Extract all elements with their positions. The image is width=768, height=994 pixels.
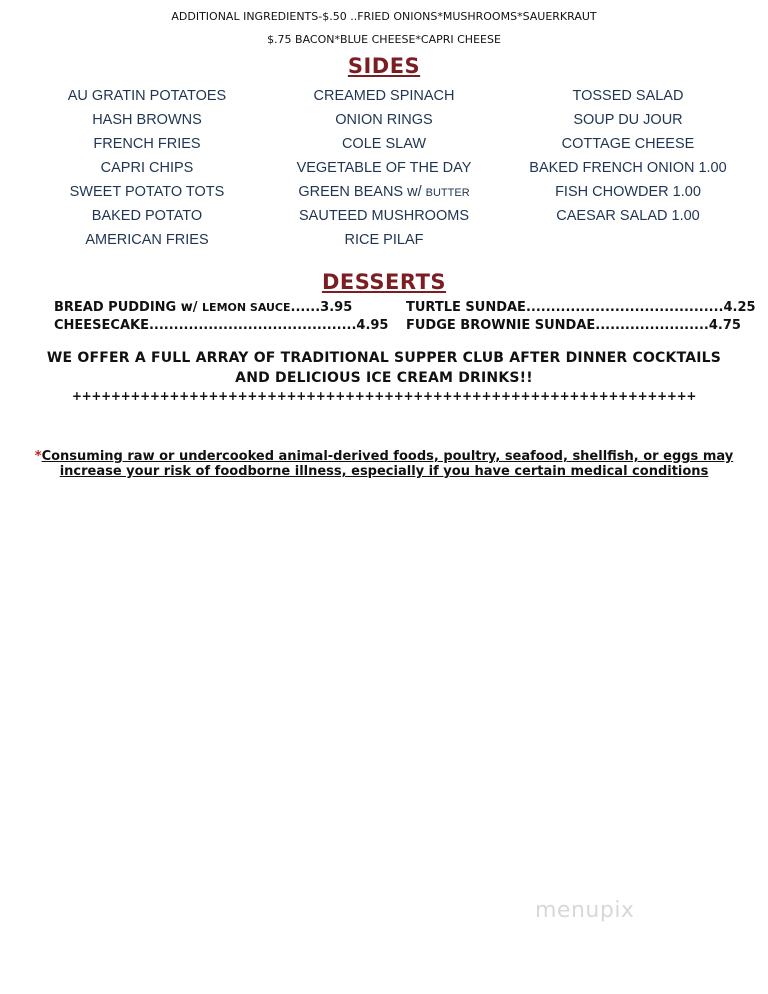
side-item-green-beans bbox=[259, 180, 509, 204]
side-item: SWEET POTATO TOTS bbox=[69, 184, 225, 200]
side-item: TOSSED SALAD bbox=[572, 88, 684, 104]
side-item: CAPRI CHIPS bbox=[100, 160, 194, 176]
dessert-bread-pudding bbox=[54, 300, 352, 315]
dessert-dots: ........................................ bbox=[525, 300, 724, 315]
side-item: SAUTEED MUSHROOMS bbox=[299, 208, 469, 224]
dessert-price: 4.95 bbox=[356, 318, 389, 333]
side-item: VEGETABLE OF THE DAY bbox=[296, 160, 472, 176]
offer-line-2: AND DELICIOUS ICE CREAM DRINKS!! bbox=[235, 370, 533, 386]
dessert-sub: LEMON SAUCE bbox=[202, 301, 291, 314]
sides-column-2 bbox=[259, 84, 509, 252]
additional-ingredients-line-2: $.75 BACON*BLUE CHEESE*CAPRI CHEESE bbox=[267, 33, 501, 46]
side-item: RICE PILAF bbox=[344, 232, 424, 248]
dessert-name: FUDGE BROWNIE SUNDAE bbox=[406, 318, 596, 333]
dessert-price: 4.75 bbox=[708, 318, 741, 333]
warning-text-1: Consuming raw or undercooked animal-derived foods, poultry, seafood, shellfish, or eggs may bbox=[41, 449, 734, 464]
side-item: COTTAGE CHEESE bbox=[561, 136, 695, 152]
food-warning-line-2: increase your risk of foodborne illness, especially if you have certain medical conditions bbox=[59, 464, 709, 479]
side-item-suffix: BUTTER bbox=[425, 187, 470, 199]
side-item: COLE SLAW bbox=[341, 136, 427, 152]
side-item: CAESAR SALAD 1.00 bbox=[556, 208, 700, 224]
desserts-heading: DESSERTS bbox=[321, 270, 447, 294]
dessert-dots: ...... bbox=[290, 300, 321, 315]
additional-ingredients-line-1: ADDITIONAL INGREDIENTS-$.50 ..FRIED ONIONS*MUSHROOMS*SAUERKRAUT bbox=[171, 10, 597, 23]
warning-asterisk: * bbox=[34, 449, 42, 464]
plus-divider: ++++++++++++++++++++++++++++++++++++++++++++++++++++++++++++++++ bbox=[71, 389, 697, 403]
dessert-cheesecake bbox=[54, 318, 388, 333]
side-item: FRENCH FRIES bbox=[93, 136, 201, 152]
side-item: HASH BROWNS bbox=[92, 112, 202, 128]
side-item: CREAMED SPINACH bbox=[313, 88, 455, 104]
menupix-watermark: menupix bbox=[535, 898, 635, 923]
sides-column-1 bbox=[22, 84, 272, 252]
sides-column-3 bbox=[503, 84, 753, 228]
dessert-fudge-brownie-sundae bbox=[406, 318, 741, 333]
side-item: BAKED FRENCH ONION 1.00 bbox=[529, 160, 727, 176]
side-item: AMERICAN FRIES bbox=[85, 232, 209, 248]
dessert-price: 3.95 bbox=[320, 300, 353, 315]
dessert-price: 4.25 bbox=[723, 300, 756, 315]
side-item: SOUP DU JOUR bbox=[573, 112, 683, 128]
dessert-name: BREAD PUDDING w/ bbox=[54, 300, 203, 315]
dessert-name: CHEESECAKE bbox=[54, 318, 149, 333]
side-item-label: GREEN BEANS w/ bbox=[298, 184, 426, 200]
side-item: BAKED POTATO bbox=[91, 208, 203, 224]
side-item: ONION RINGS bbox=[335, 112, 433, 128]
dessert-turtle-sundae bbox=[406, 300, 756, 315]
side-item: FISH CHOWDER 1.00 bbox=[555, 184, 701, 200]
offer-line-1: WE OFFER A FULL ARRAY OF TRADITIONAL SUPPER CLUB AFTER DINNER COCKTAILS bbox=[46, 350, 722, 366]
sides-heading: SIDES bbox=[347, 54, 421, 78]
side-item: AU GRATIN POTATOES bbox=[67, 88, 227, 104]
dessert-name: TURTLE SUNDAE bbox=[406, 300, 526, 315]
dessert-dots: ....................... bbox=[595, 318, 709, 333]
dessert-dots: .......................................... bbox=[148, 318, 357, 333]
food-warning-line-1 bbox=[0, 449, 768, 464]
